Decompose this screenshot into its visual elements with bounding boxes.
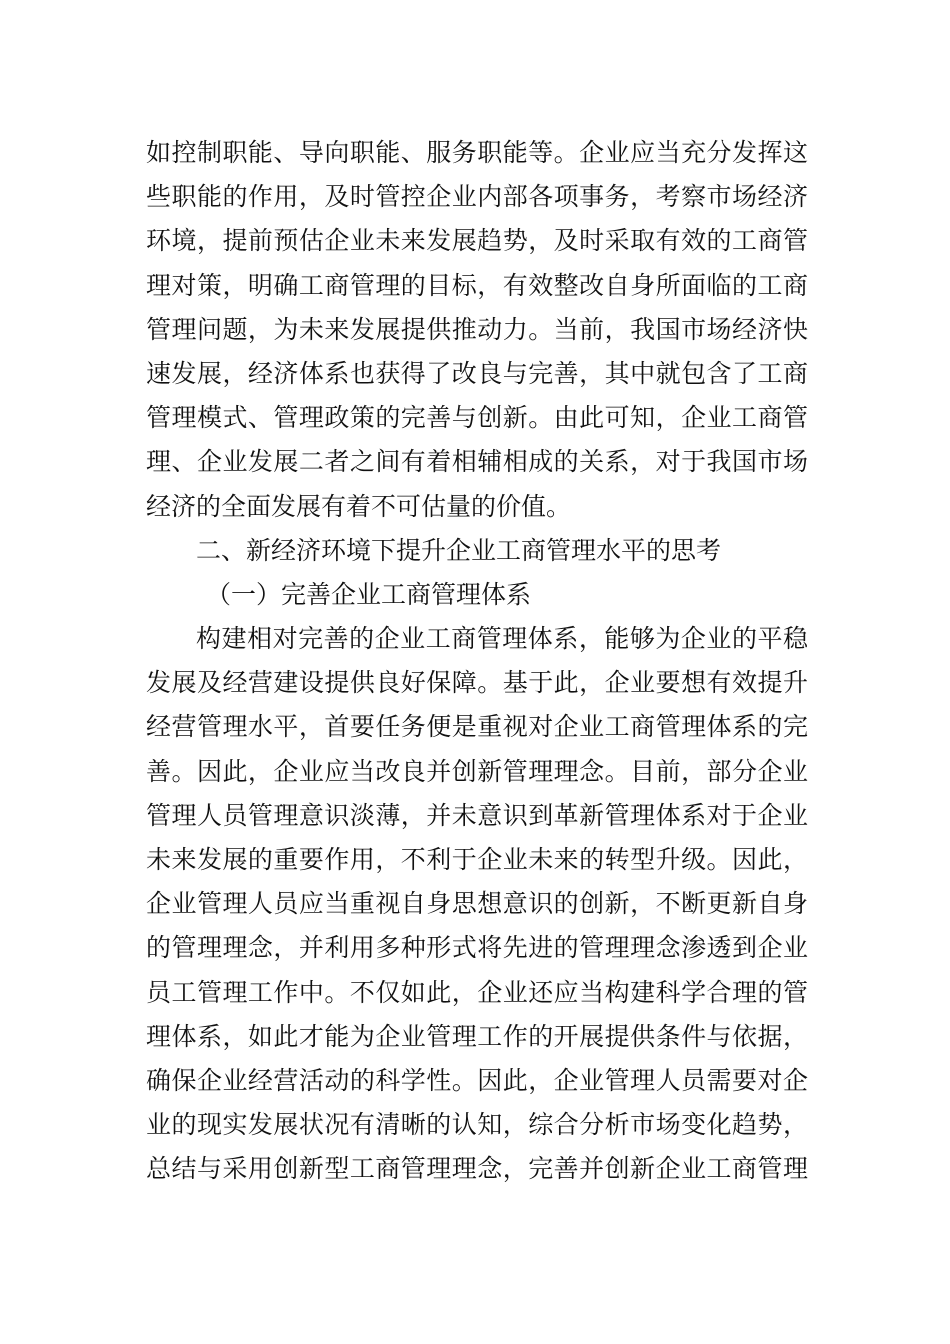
text-line: 未来发展的重要作用，不利于企业未来的转型升级。因此， xyxy=(146,845,808,874)
text-line: 管理模式、管理政策的完善与创新。由此可知，企业工商管 xyxy=(146,403,808,433)
text-line: 理体系，如此才能为企业管理工作的开展提供条件与依据， xyxy=(146,1021,808,1051)
document-page xyxy=(146,131,808,1192)
text-line: 的管理理念，并利用多种形式将先进的管理理念渗透到企业 xyxy=(146,933,808,963)
text-line: 理、企业发展二者之间有着相辅相成的关系，对于我国市场 xyxy=(146,447,808,477)
text-line: 些职能的作用，及时管控企业内部各项事务，考察市场经济 xyxy=(146,182,808,212)
text-line: 业的现实发展状况有清晰的认知，综合分析市场变化趋势， xyxy=(146,1110,808,1140)
text-line: 构建相对完善的企业工商管理体系，能够为企业的平稳 xyxy=(196,624,808,654)
subsection-heading: （一）完善企业工商管理体系 xyxy=(206,579,532,609)
text-line: 管理人员管理意识淡薄，并未意识到革新管理体系对于企业 xyxy=(146,800,808,830)
paragraph-continued xyxy=(146,131,808,529)
text-line: 企业管理人员应当重视自身思想意识的创新，不断更新自身 xyxy=(146,889,808,919)
text-line: 确保企业经营活动的科学性。因此，企业管理人员需要对企 xyxy=(146,1065,808,1095)
text-line: 总结与采用创新型工商管理理念，完善并创新企业工商管理 xyxy=(146,1154,808,1184)
text-line: 理对策，明确工商管理的目标，有效整改自身所面临的工商 xyxy=(146,270,808,300)
text-line: 速发展，经济体系也获得了改良与完善，其中就包含了工商 xyxy=(146,358,808,388)
text-line: 管理问题，为未来发展提供推动力。当前，我国市场经济快 xyxy=(146,314,808,344)
text-line: 如控制职能、导向职能、服务职能等。企业应当充分发挥这 xyxy=(146,138,808,167)
text-line: 经济的全面发展有着不可估量的价值。 xyxy=(146,491,572,521)
text-line: 经营管理水平，首要任务便是重视对企业工商管理体系的完 xyxy=(146,712,808,742)
section-heading: 二、新经济环境下提升企业工商管理水平的思考 xyxy=(196,535,722,565)
paragraph-body xyxy=(146,617,808,1191)
text-line: 环境，提前预估企业未来发展趋势，及时采取有效的工商管 xyxy=(146,226,808,256)
text-line: 发展及经营建设提供良好保障。基于此，企业要想有效提升 xyxy=(146,668,808,698)
text-line: 善。因此，企业应当改良并创新管理理念。目前，部分企业 xyxy=(146,756,808,786)
text-line: 员工管理工作中。不仅如此，企业还应当构建科学合理的管 xyxy=(146,977,808,1007)
